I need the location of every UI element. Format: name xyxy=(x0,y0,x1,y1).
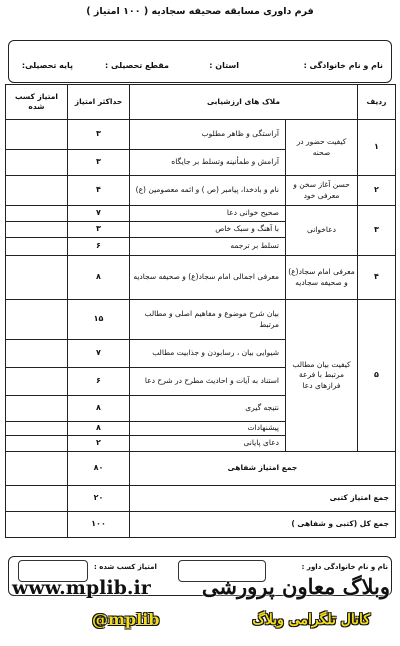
header-max-score: حداکثر امتیاز xyxy=(68,85,130,120)
section-title: دعاخوانی xyxy=(286,206,358,256)
header-row-index: ردیف xyxy=(358,85,396,120)
criterion: با آهنگ و سبک خاص xyxy=(130,222,286,238)
oral-total-max: ۸۰ xyxy=(68,452,130,486)
section-title: کیفیت حضور در صحنه xyxy=(286,120,358,176)
earned-score-cell[interactable] xyxy=(6,120,68,150)
written-total-max: ۲۰ xyxy=(68,486,130,512)
judge-name-label: نام و نام خانوادگی داور : xyxy=(301,563,388,571)
participant-info-box xyxy=(8,40,392,83)
criterion: آرامش و طمأنینه وتسلط بر جایگاه xyxy=(130,150,286,176)
criterion: صحیح خوانی دعا xyxy=(130,206,286,222)
watermark-blog-title: وبلاگ معاون پرورشی xyxy=(201,574,390,599)
earned-score-label: امتیاز کسب شده : xyxy=(94,563,157,571)
max-score: ۶ xyxy=(68,238,130,256)
earned-score-cell[interactable] xyxy=(6,486,68,512)
max-score: ۳ xyxy=(68,120,130,150)
criterion: دعای پایانی xyxy=(130,436,286,452)
max-score: ۶ xyxy=(68,368,130,396)
max-score: ۴ xyxy=(68,176,130,206)
criterion: نتیجه گیری xyxy=(130,396,286,422)
section-title: حسن آغاز سخن و معرفی خود xyxy=(286,176,358,206)
earned-score-cell[interactable] xyxy=(6,300,68,340)
max-score: ۳ xyxy=(68,150,130,176)
criterion: پیشنهادات xyxy=(130,422,286,436)
form-title: فرم داوری مسابقه صحیفه سجادیه ( ۱۰۰ امتیاز ) xyxy=(86,6,314,17)
max-score: ۳ xyxy=(68,222,130,238)
criterion: تسلط بر ترجمه xyxy=(130,238,286,256)
section-index: ۴ xyxy=(358,256,396,300)
section-index: ۱ xyxy=(358,120,396,176)
max-score: ۷ xyxy=(68,206,130,222)
grand-total-label: جمع کل (کتبی و شفاهی ) xyxy=(130,512,396,538)
criterion: بیان شرح موضوع و مفاهیم اصلی و مطالب مرتبط xyxy=(130,300,286,340)
max-score: ۷ xyxy=(68,340,130,368)
max-score: ۸ xyxy=(68,422,130,436)
grade-level-label: مقطع تحصیلی : xyxy=(104,61,169,70)
watermark-url: www.mplib.ir xyxy=(12,577,151,599)
earned-score-cell[interactable] xyxy=(6,176,68,206)
earned-score-cell[interactable] xyxy=(6,256,68,300)
written-total-label: جمع امتیاز کتبی xyxy=(130,486,396,512)
criterion: شیوایی بیان ، رسابودن و جذابیت مطالب xyxy=(130,340,286,368)
grand-total-max: ۱۰۰ xyxy=(68,512,130,538)
oral-total-label: جمع امتیاز شفاهی xyxy=(130,452,396,486)
section-index: ۳ xyxy=(358,206,396,256)
earned-score-cell[interactable] xyxy=(6,396,68,422)
criterion: آراستگی و ظاهر مطلوب xyxy=(130,120,286,150)
earned-score-cell[interactable] xyxy=(6,150,68,176)
header-earned-score: امتیاز کسب شده xyxy=(6,85,68,120)
earned-score-cell[interactable] xyxy=(6,368,68,396)
earned-score-cell[interactable] xyxy=(6,340,68,368)
max-score: ۲ xyxy=(68,436,130,452)
earned-score-cell[interactable] xyxy=(6,452,68,486)
max-score: ۸ xyxy=(68,256,130,300)
scoring-table xyxy=(5,84,396,538)
watermark-channel: کانال تلگرامی وبلاگ xyxy=(252,612,370,628)
max-score: ۱۵ xyxy=(68,300,130,340)
province-label: استان : xyxy=(209,61,239,70)
criterion: استناد به آیات و احادیث مطرح در شرح دعا xyxy=(130,368,286,396)
criterion: معرفی اجمالی امام سجاد(ع) و صحیفه سجادیه xyxy=(130,256,286,300)
criterion: نام و بادخدا، پیامبر (ص ) و ائمه معصومین (ع) xyxy=(130,176,286,206)
watermark-handle: @mplib xyxy=(92,610,160,629)
header-criteria: ملاک های ارزشیابی xyxy=(130,85,358,120)
earned-score-cell[interactable] xyxy=(6,422,68,436)
earned-score-cell[interactable] xyxy=(6,238,68,256)
earned-score-cell[interactable] xyxy=(6,206,68,222)
earned-score-cell[interactable] xyxy=(6,436,68,452)
section-title: کیفیت بیان مطالب مرتبط با فرعة فرازهای دعا xyxy=(286,300,358,452)
name-label: نام و نام خانوادگی : xyxy=(303,61,383,70)
section-index: ۵ xyxy=(358,300,396,452)
base-label: پایه تحصیلی: xyxy=(21,61,73,70)
section-title: معرفی امام سجاد(ع) و صحیفه سجادیه xyxy=(286,256,358,300)
earned-score-cell[interactable] xyxy=(6,222,68,238)
earned-score-cell[interactable] xyxy=(6,512,68,538)
max-score: ۸ xyxy=(68,396,130,422)
section-index: ۲ xyxy=(358,176,396,206)
